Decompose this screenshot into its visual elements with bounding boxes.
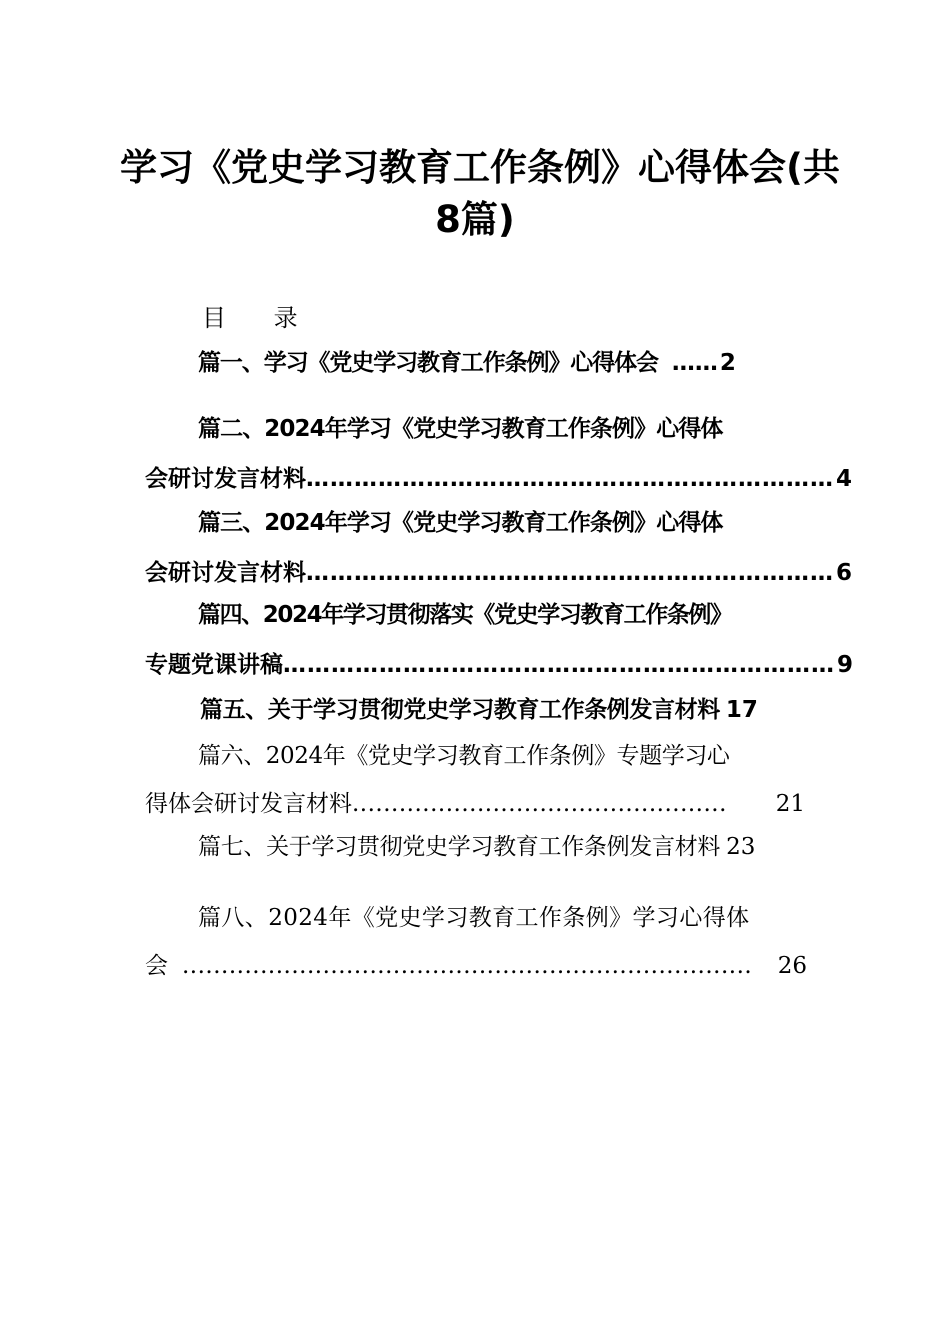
- toc-entry-3-line-1[interactable]: 篇三、2024年学习《党史学习教育工作条例》心得体: [198, 510, 723, 536]
- toc-entry-3[interactable]: [145, 556, 853, 590]
- toc-entry-6-line-1[interactable]: 篇六、2024年《党史学习教育工作条例》专题学习心: [198, 743, 730, 769]
- toc-entry-8-leader: .........................................................................: [182, 953, 753, 979]
- toc-entry-5[interactable]: [200, 693, 822, 727]
- toc-entry-7-title: 篇七、关于学习贯彻党史学习教育工作条例发言材料: [198, 834, 721, 860]
- toc-entry-4-line-1[interactable]: 篇四、2024年学习贯彻落实《党史学习教育工作条例》: [198, 602, 732, 628]
- toc-entry-6[interactable]: [145, 787, 805, 821]
- toc-entry-2-line-1[interactable]: 篇二、2024年学习《党史学习教育工作条例》心得体: [198, 416, 723, 442]
- toc-entry-4-leader: ……………………………………………………………: [283, 652, 835, 678]
- toc-entry-1-page: 2: [719, 350, 736, 376]
- toc-entry-8-title-cont: 会: [145, 953, 168, 979]
- toc-entry-5-page: 17: [725, 697, 758, 723]
- toc-entry-6-leader: ................................................: [352, 791, 727, 817]
- toc-entry-1-title: 篇一、学习《党史学习教育工作条例》心得体会: [198, 350, 658, 376]
- toc-entry-2[interactable]: [145, 462, 853, 496]
- toc-entry-2-leader: …………………………………………………………: [306, 466, 834, 492]
- toc-entry-7[interactable]: [198, 830, 824, 864]
- toc-entry-2-title-cont: 会研讨发言材料: [145, 466, 306, 492]
- toc-entry-3-title-cont: 会研讨发言材料: [145, 560, 306, 586]
- toc-heading: 目 录: [202, 304, 318, 332]
- toc-entry-1-leader: ……: [671, 350, 718, 376]
- toc-entry-2-page: 4: [836, 466, 853, 492]
- document-title-line-1: 学习《党史学习教育工作条例》心得体会(共: [120, 146, 840, 189]
- toc-entry-3-page: 6: [836, 560, 853, 586]
- toc-entry-8-page: 26: [777, 953, 807, 979]
- toc-entry-5-title: 篇五、关于学习贯彻党史学习教育工作条例发言材料: [200, 697, 720, 723]
- toc-entry-3-leader: …………………………………………………………: [306, 560, 834, 586]
- toc-entry-1[interactable]: [198, 346, 802, 380]
- toc-entry-8-line-1[interactable]: 篇八、2024年《党史学习教育工作条例》学习心得体: [198, 905, 750, 931]
- toc-entry-6-title-cont: 得体会研讨发言材料: [145, 791, 352, 817]
- toc-entry-7-page: 23: [726, 834, 756, 860]
- toc-entry-4-title-cont: 专题党课讲稿: [145, 652, 283, 678]
- document-title-line-2: 8篇): [435, 198, 515, 241]
- toc-entry-4-page: 9: [837, 652, 854, 678]
- toc-entry-4[interactable]: [145, 648, 854, 682]
- toc-entry-8[interactable]: [145, 949, 807, 983]
- toc-entry-6-page: 21: [775, 791, 805, 817]
